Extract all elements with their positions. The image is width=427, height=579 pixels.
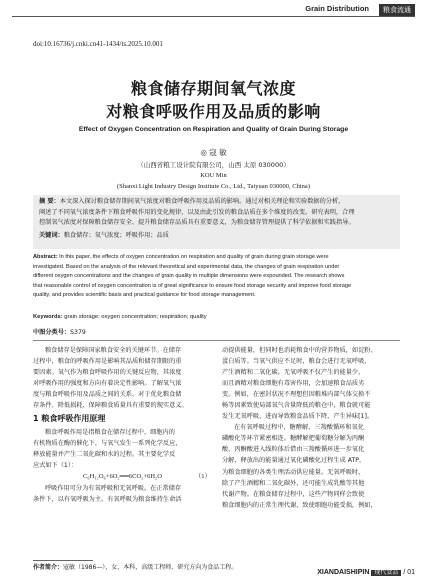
body-line: 条件下，以有氧呼吸为主。有氧呼吸为粮食维持生命活 (33, 495, 182, 503)
keywords-en-label: Keywords: (33, 314, 63, 320)
chemical-equation (33, 471, 211, 482)
title-cn-line2: 对粮食呼吸作用及品质的影响 (106, 102, 321, 121)
abstract-en-line: different oxygen concentrations and the changes of grain quality in multiple dimensions were expounded. The research shows (33, 273, 345, 280)
body-line: 在有氧呼吸过程中，糖酵解、三羧酸循环和氧化 (234, 424, 364, 432)
classification-number (33, 327, 86, 336)
affiliation-en: (Shanxi Light Industry Design Institute Co., Ltd., Taiyuan 030000, China) (117, 183, 310, 190)
abstract-en-line (33, 253, 400, 263)
section-name-en: Grain Distribution (305, 4, 369, 13)
body-line: 粮食储存是保障国家粮食安全的关键环节。在储存 (45, 347, 182, 354)
body-line: 酸，丙酮酸进入线粒体后借由三羧酸循环进一步氧化 (222, 446, 365, 454)
abstract-cn-label: 摘 要： (39, 198, 60, 205)
clc-value: S379 (70, 329, 86, 336)
body-line: 产生酒精和二氧化碳。无氧呼吸不仅产生的能量少， (222, 369, 365, 377)
body-line: 动提供能量，但同时也消耗粮食中的营养物质，如淀粉、 (222, 347, 377, 354)
body-line: 对呼吸作用的强度和方向有着决定性影响。了解氧气浓 (33, 380, 182, 388)
keywords-en-text: grain storage; oxygen concentration; respiration; quality (62, 314, 207, 320)
body-line: 度与粮食呼吸作用及品质之间的关系，对于优化粮食储 (33, 391, 182, 399)
abstract-cn-line: 阐述了不同氧气浓度条件下粮食呼吸作用的变化规律，以及由此引发的粮食品质在多个维度的改变。研究表明，合理 (39, 208, 355, 216)
affiliation-cn: （山西省粮工设计院有限公司，山西 太原 030000） (137, 161, 290, 169)
footnote-rule (33, 560, 93, 561)
body-line: 磷酸化等环节紧密相连。糖酵解把葡萄糖分解为丙酮 (222, 435, 365, 443)
body-line: 有机物质在酶的催化下，与氧气发生一系列化学反应， (33, 440, 182, 448)
section-heading: 1 粮食呼吸作用原理 (33, 414, 106, 424)
equation-number: （1） (194, 473, 211, 481)
body-line: 分解，释放出的能量通过氧化磷酸化过程生成 ATP， (222, 457, 366, 465)
author-cn: ◎ 寇 敏 (200, 148, 227, 157)
abstract-en-text: In this paper, the effects of oxygen concentration on respiration and quality of grain during grain storage were (57, 254, 329, 260)
journal-name: XIANDAISHIPIN (317, 569, 370, 576)
footnote-text: 寇敏（1986—），女，本科，高级工程师，研究方向为食品工程。 (63, 564, 238, 571)
author-bio-footnote (33, 562, 237, 571)
body-line: 变。例如，在密封状况不理想但因粮堆内部气体交换不 (222, 391, 371, 399)
abstract-en-label: Abstract: (33, 254, 58, 260)
journal-tag: 现代食品 (371, 570, 401, 576)
body-line: 存条件、降低损耗、保障粮食质量具有重要的现实意义。 (33, 402, 188, 410)
running-header (12, 4, 415, 18)
header-rule (12, 16, 415, 17)
equation-text: C₆H₁₂O₆+6O₂══6CO₂+6H₂O (83, 473, 162, 481)
body-line: 除了产生酒精和二氧化碳外，还可能生成乳酸等其他 (222, 479, 365, 487)
body-line: 而且酒精对粮食细胞有毒害作用，会加速粮食品质劣 (222, 380, 365, 388)
divider (33, 340, 400, 341)
body-line: 呼吸作用可分为有氧呼吸和无氧呼吸。在正常储存 (45, 484, 182, 492)
body-line: 粮食呼吸作用是指粮食在储存过程中，细胞内的 (45, 429, 175, 437)
body-line: 释放能量并产生二氧化碳和水的过程。其主要化学反 (33, 451, 176, 459)
body-line: 要因素。氧气作为粮食呼吸作用的关键反应物，其浓度 (33, 369, 182, 377)
title-en: Effect of Oxygen Concentration on Respiration and Quality of Grain During Storage (78, 126, 349, 133)
clc-label: 中图分类号： (33, 329, 71, 336)
abstract-cn-line (39, 197, 394, 208)
body-line: 畅等因素致使局部氧气含量降低的粮仓中，粮食就可能 (222, 402, 371, 410)
body-line: 为粮食细胞的各类生理活动供应能量。无氧呼吸时， (222, 468, 365, 476)
footnote-label: 作者简介： (33, 564, 64, 571)
abstract-en (33, 253, 400, 301)
abstract-en-line: investigated. Based on the analysis of the relevant theoretical and experimental data, the changes of grain respiration under (33, 263, 340, 270)
page-number: / 01 (403, 569, 415, 576)
abstract-en-line: that reasonable control of oxygen concentration is of great significance to ensure food storage security and improve food storage (33, 282, 352, 289)
keywords-cn-label: 关键词： (39, 232, 64, 239)
abstract-cn-line: 控制氧气浓度对保障粮食储存安全、提升粮食储存品质具有重要意义，为粮食储存管理提供了科学依据和实践指导。 (39, 219, 355, 226)
body-column-left (33, 345, 211, 505)
body-line: 粮食细胞内的正常生理代谢、致使细胞功能受损，例如， (222, 501, 377, 509)
body-line: 蛋白质等。当氧气供应不足时，粮食会进行无氧呼吸， (222, 358, 371, 366)
abstract-cn-box (33, 195, 400, 249)
body-column-right (222, 345, 400, 511)
doi[interactable]: doi:10.16736/j.cnki.cn41-1434/ts.2025.10.001 (33, 40, 163, 48)
author-en: KOU Min (200, 172, 227, 179)
section-tag: 粮食流通 (379, 4, 415, 16)
abstract-en-line: quality, and provides scientific basis and practical guidance for food storage management. (33, 292, 256, 299)
title-cn-line1: 粮食储存期间氧气浓度 (130, 79, 296, 98)
keywords-cn (39, 231, 394, 242)
body-line: 发生无氧呼吸，进而导致粮食品质下降，产生异味[1]。 (222, 413, 374, 421)
body-line: 代谢产物。在粮食储存过程中，这些产物同样会致使 (222, 490, 365, 498)
body-line: 应式如下（1）： (33, 462, 78, 470)
body-line: 过程中，粮食的呼吸作用是影响其品质和储存期限的重 (33, 358, 182, 366)
abstract-cn-text: 本文深入探讨粮食储存期间氧气浓度对粮食呼吸作用及品质的影响。通过对相关理论和实验数据的分析， (59, 198, 345, 205)
running-footer (317, 567, 415, 576)
keywords-en (33, 314, 207, 320)
keywords-cn-text: 粮食储存；氧气浓度；呼吸作用；品质 (63, 232, 169, 239)
